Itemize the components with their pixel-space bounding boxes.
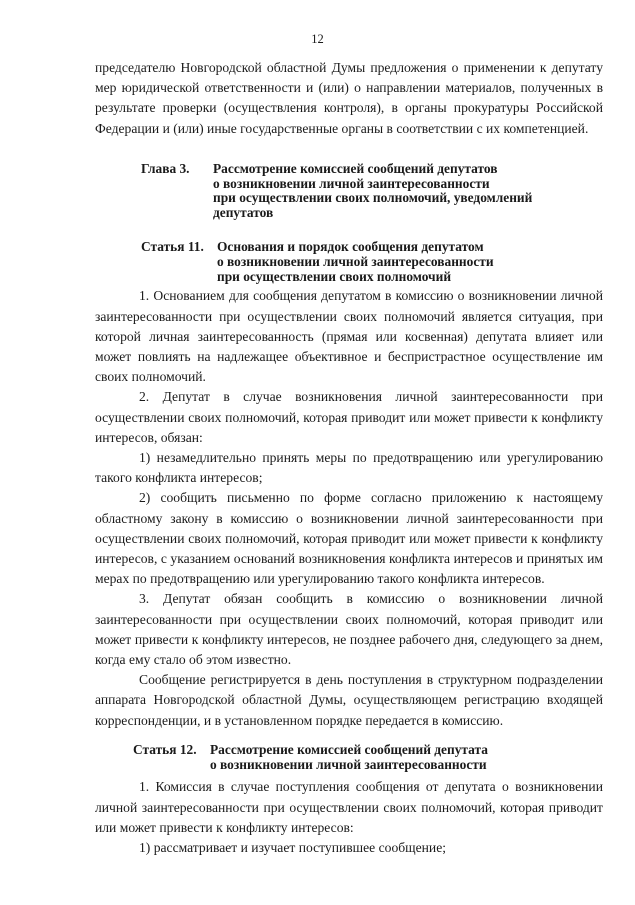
article-11-paragraph: 3. Депутат обязан сообщить в комиссию о возникновении личной заинтересованности при осуществлении своих полномочий, которая приводит или может привести к конфликту интересов, не позднее рабочего дня, следующего за днем, когда ему стало об этом известно. (95, 591, 603, 668)
chapter-3-title-line: при осуществлении своих полномочий, уведомлений (213, 190, 533, 206)
article-11-paragraph: Сообщение регистрируется в день поступления в структурном подразделении аппарата Новгородской областной Думы, осуществляющем регистрацию входящей корреспонденции, и в установленном порядке передается в комиссию. (95, 672, 603, 728)
article-12-paragraph: 1) рассматривает и изучает поступившее сообщение; (139, 840, 447, 856)
intro-paragraph: председателю Новгородской областной Думы предложения о применении к депутату мер юридической ответственности и (или) о направлении материалов, полученных в результате проверки (осуществления контроля), в органы прокуратуры Российской Федерации и (или) иные государственные органы в соответствии с их компетенцией. (95, 60, 603, 136)
chapter-3-title (213, 162, 593, 221)
chapter-3-title-line: о возникновении личной заинтересованности (213, 175, 490, 191)
document-body (95, 58, 603, 858)
chapter-3-title-line: Рассмотрение комиссией сообщений депутатов (213, 160, 498, 176)
page-number: 12 (311, 32, 324, 46)
article-11-paragraph: 1) незамедлительно принять меры по предотвращению или урегулированию такого конфликта интересов; (95, 450, 603, 486)
article-11-paragraph: 2) сообщить письменно по форме согласно приложению к настоящему областному закону в комиссию о возникновении личной заинтересованности при осуществлении своих полномочий, которая приводит или может привести к конфликту интересов, с указанием оснований возникновения конфликта интересов и принятых им мерах по предотвращению или урегулированию такого конфликта интересов. (95, 490, 603, 587)
article-12-title-line: о возникновении личной заинтересованности (210, 756, 487, 772)
article-12-title-line: Рассмотрение комиссией сообщений депутата (210, 741, 488, 757)
article-11-heading (141, 240, 603, 284)
chapter-3-title-line: депутатов (213, 205, 274, 221)
article-11-label: Статья 11. (141, 239, 204, 254)
article-12-title (210, 743, 595, 773)
article-12-heading (133, 743, 603, 773)
chapter-3-label: Глава 3. (141, 160, 190, 176)
article-11-title-line: при осуществлении своих полномочий (217, 268, 452, 284)
article-12-paragraph: 1. Комиссия в случае поступления сообщения от депутата о возникновении личной заинтересованности при осуществлении своих полномочий, которая приводит или может привести к конфликту интересов: (95, 779, 603, 835)
article-11-paragraph: 2. Депутат в случае возникновения личной заинтересованности при осуществлении своих полномочий, которая приводит или может привести к конфликту интересов, обязан: (95, 389, 603, 445)
article-11-title-line: о возникновении личной заинтересованности (217, 253, 494, 269)
article-12-label: Статья 12. (133, 741, 197, 757)
article-11-title-line: Основания и порядок сообщения депутатом (217, 239, 484, 254)
chapter-3-heading (141, 162, 603, 221)
article-11-paragraph: 1. Основанием для сообщения депутатом в комиссию о возникновении личной заинтересованности при осуществлении своих полномочий является ситуация, при которой личная заинтересованность (прямая или косвенная) депутата влияет или может повлиять на надлежащее объективное и беспристрастное осуществление им своих полномочий. (95, 288, 603, 385)
article-11-title (217, 240, 597, 284)
